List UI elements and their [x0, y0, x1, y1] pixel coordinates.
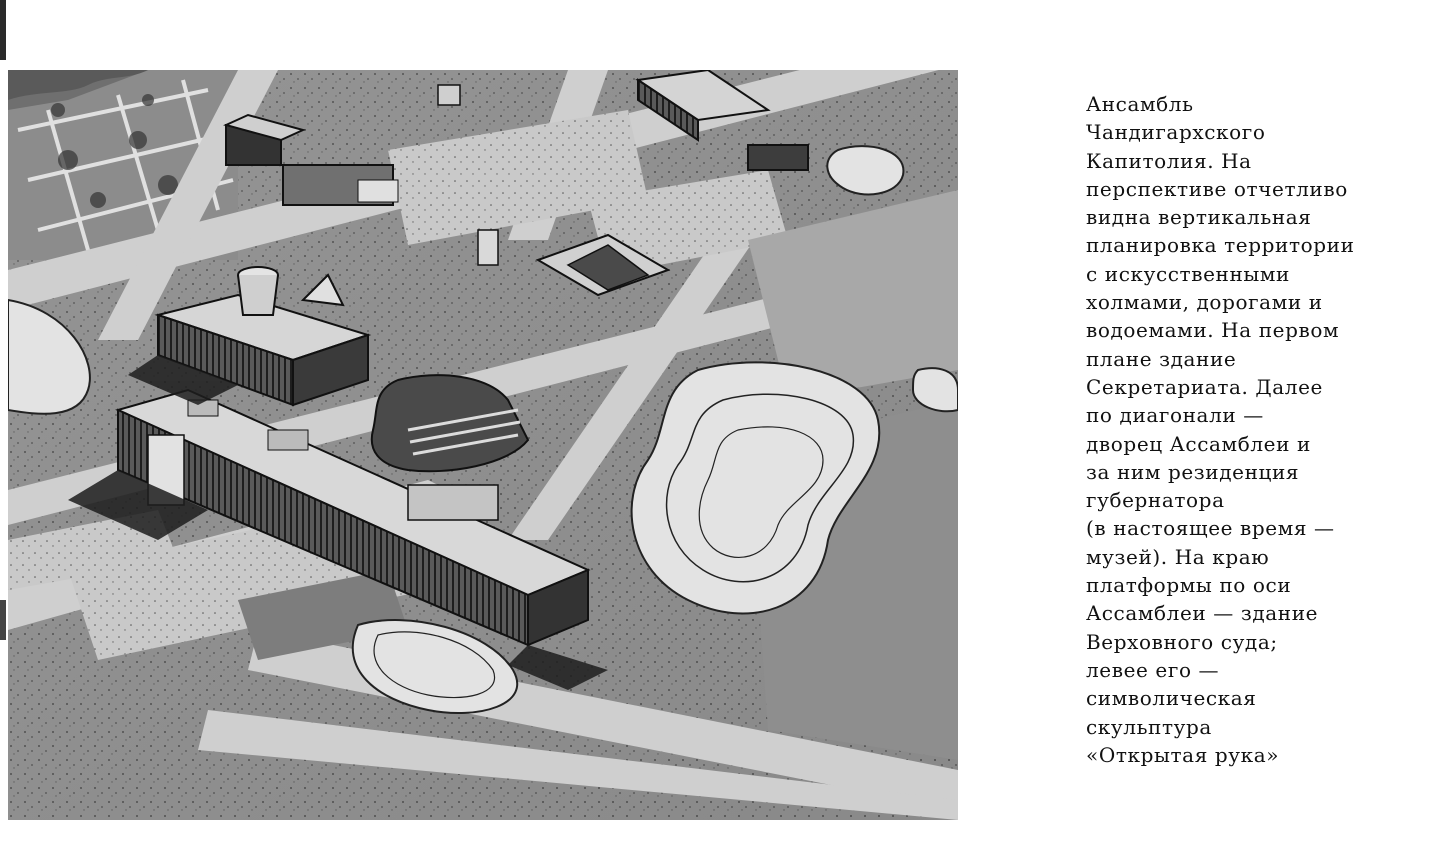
illustration-drawing: [8, 70, 958, 820]
figure-caption: Ансамбль Чандигархского Капитолия. На перспективе отчетливо видна вертикальная планировка территории с искусственными холмами, дорогами и водоемами. На первом плане здание Секретариата. Далее по диагонали — дворец Ассамблеи и за ним резиденция губернатора (в настоящее время — музей). На краю платформы по оси Ассамблеи — здание Верховного суда; левее его — символическая скульптура «Открытая рука»: [1086, 92, 1355, 767]
capitol-aerial-illustration: [8, 70, 958, 820]
page-edge-mark: [0, 0, 6, 60]
page-edge-mark: [0, 600, 6, 640]
